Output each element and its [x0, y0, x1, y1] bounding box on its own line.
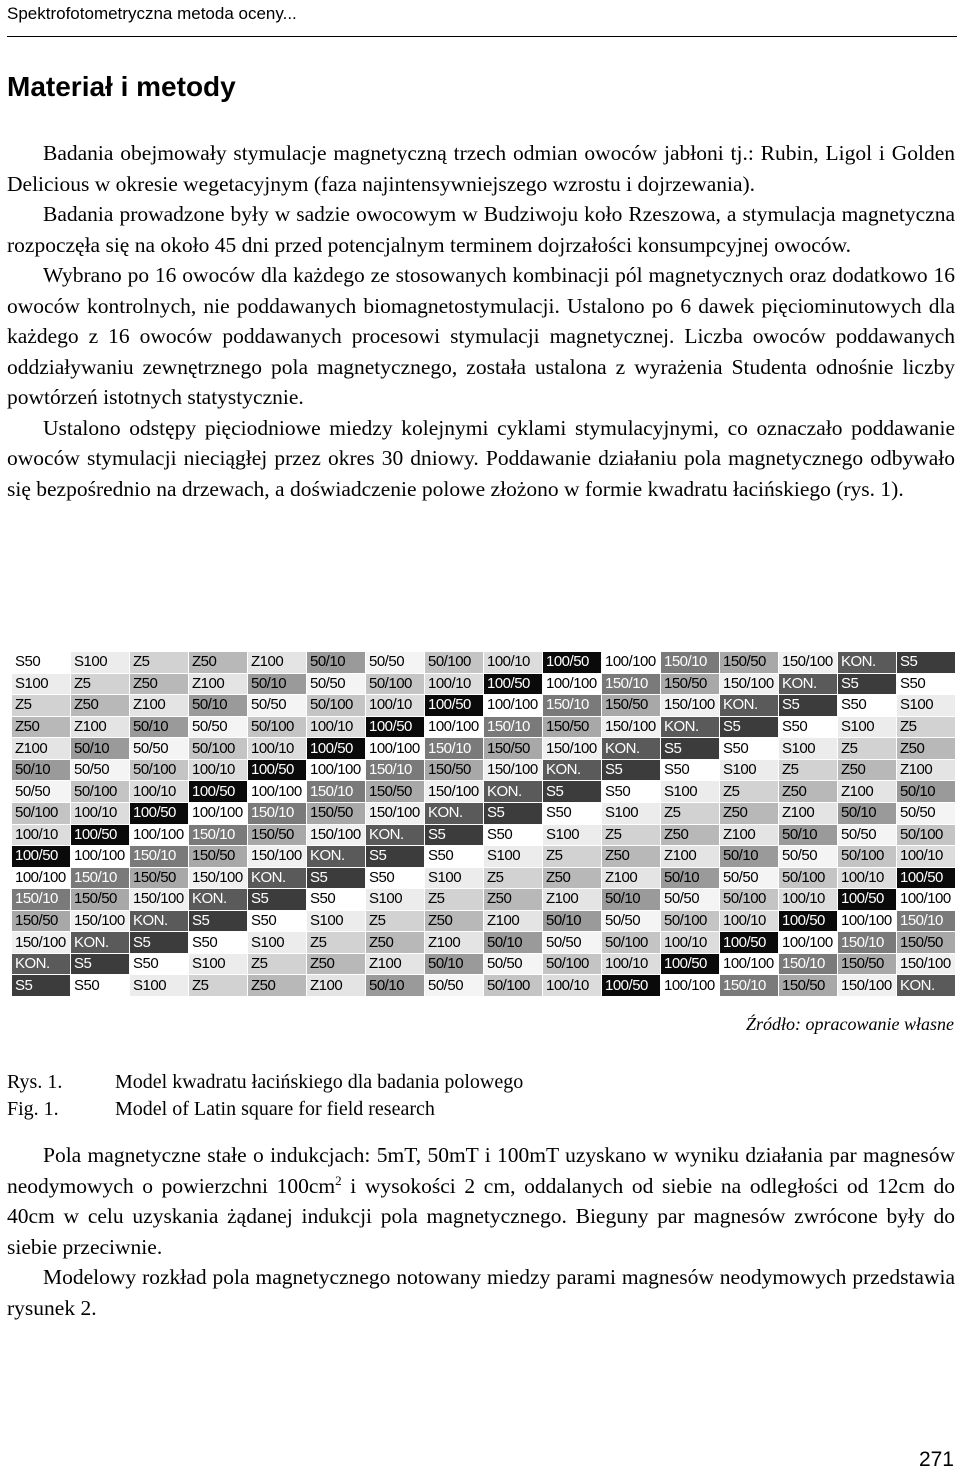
latin-square-cell: 150/50	[602, 695, 661, 717]
latin-square-cell: 100/10	[897, 846, 956, 868]
latin-square-cell: 100/10	[130, 781, 189, 803]
latin-square-cell: Z5	[71, 673, 130, 695]
latin-square-cell: 100/100	[661, 975, 720, 997]
latin-square-cell: 150/50	[248, 824, 307, 846]
latin-square-cell: 100/10	[838, 867, 897, 889]
latin-square-row	[12, 716, 956, 738]
latin-square-row	[12, 759, 956, 781]
latin-square-cell: 50/50	[543, 932, 602, 954]
latin-square-cell: Z5	[779, 759, 838, 781]
latin-square-cell: 150/10	[12, 889, 71, 911]
body-text-top	[7, 138, 955, 504]
paragraph: Ustalono odstępy pięciodniowe miedzy kolejnymi cyklami stymulacyjnymi, co oznaczało poddawanie owoców stymulacji nieciągłej przez okres 30 dniowy. Poddawanie działaniu pola magnetycznego odbywało się bezpośrednio na drzewach, a doświadczenie polowe złożono w formie kwadratu łacińskiego (rys. 1).	[7, 415, 955, 501]
latin-square-cell: S50	[543, 802, 602, 824]
latin-square-cell: Z50	[838, 759, 897, 781]
latin-square-cell: KON.	[307, 846, 366, 868]
latin-square-cell: 50/50	[897, 802, 956, 824]
latin-square-cell: 150/10	[307, 781, 366, 803]
latin-square-cell: 50/100	[838, 846, 897, 868]
latin-square-cell: Z50	[12, 716, 71, 738]
latin-square-cell: Z50	[661, 824, 720, 846]
latin-square-cell: 150/100	[720, 673, 779, 695]
latin-square-cell: S50	[484, 824, 543, 846]
latin-square-cell: S50	[248, 910, 307, 932]
page-number: 271	[918, 1448, 954, 1471]
latin-square-cell: 100/50	[602, 975, 661, 997]
latin-square-cell: Z100	[543, 889, 602, 911]
latin-square-cell: S50	[720, 738, 779, 760]
latin-square-cell: S5	[425, 824, 484, 846]
latin-square-cell: 50/10	[307, 652, 366, 674]
latin-square-cell: S5	[720, 716, 779, 738]
figure-caption-pl	[7, 1071, 523, 1094]
latin-square-cell: 50/50	[12, 781, 71, 803]
latin-square-row	[12, 975, 956, 997]
latin-square-row	[12, 910, 956, 932]
latin-square-cell: 150/10	[838, 932, 897, 954]
latin-square-cell: 100/50	[71, 824, 130, 846]
latin-square-cell: S5	[130, 932, 189, 954]
latin-square-cell: 50/100	[425, 652, 484, 674]
latin-square-row	[12, 889, 956, 911]
latin-square-cell: S50	[71, 975, 130, 997]
latin-square-cell: Z50	[366, 932, 425, 954]
text-run: Pola magnetyczne stałe o indukcjach: 5mT, 50mT i 100mT uzyskano w wyniku działania par magnesów neodymowych o powierzchni 100cm	[7, 1143, 955, 1198]
latin-square-cell: 150/50	[838, 953, 897, 975]
latin-square-cell: 50/100	[602, 932, 661, 954]
latin-square-cell: 50/10	[897, 781, 956, 803]
latin-square-cell: 100/10	[661, 932, 720, 954]
latin-square-cell: 100/50	[248, 759, 307, 781]
latin-square-cell: 150/50	[189, 846, 248, 868]
latin-square-cell: Z5	[12, 695, 71, 717]
latin-square-cell: 50/50	[425, 975, 484, 997]
latin-square-cell: Z100	[130, 695, 189, 717]
latin-square-cell: 150/100	[661, 695, 720, 717]
latin-square-cell: S50	[897, 673, 956, 695]
latin-square-cell: S100	[897, 695, 956, 717]
latin-square-cell: 50/10	[484, 932, 543, 954]
latin-square-cell: KON.	[602, 738, 661, 760]
latin-square-cell: S5	[661, 738, 720, 760]
latin-square-cell: 150/50	[661, 673, 720, 695]
latin-square-cell: 100/100	[897, 889, 956, 911]
latin-square-cell: 150/50	[307, 802, 366, 824]
latin-square-cell: 50/10	[366, 975, 425, 997]
latin-square-cell: 50/100	[779, 867, 838, 889]
latin-square-cell: S5	[602, 759, 661, 781]
latin-square-cell: KON.	[71, 932, 130, 954]
latin-square-cell: 50/10	[661, 867, 720, 889]
latin-square-cell: 100/50	[366, 716, 425, 738]
latin-square-cell: S100	[720, 759, 779, 781]
latin-square-cell: S50	[602, 781, 661, 803]
latin-square-cell: KON.	[661, 716, 720, 738]
latin-square-cell: S5	[366, 846, 425, 868]
latin-square-cell: 50/50	[484, 953, 543, 975]
latin-square-cell: 150/10	[71, 867, 130, 889]
latin-square-cell: S100	[130, 975, 189, 997]
latin-square-cell: 50/100	[661, 910, 720, 932]
latin-square-cell: 150/50	[484, 738, 543, 760]
caption-number: Rys. 1.	[7, 1071, 63, 1093]
latin-square-cell: 150/100	[779, 652, 838, 674]
latin-square-cell: KON.	[12, 953, 71, 975]
latin-square-cell: Z5	[366, 910, 425, 932]
latin-square-cell: 150/10	[366, 759, 425, 781]
latin-square-cell: 150/100	[248, 846, 307, 868]
latin-square-row	[12, 846, 956, 868]
latin-square-cell: 50/50	[602, 910, 661, 932]
latin-square-cell: 150/10	[602, 673, 661, 695]
latin-square-cell: Z50	[484, 889, 543, 911]
latin-square-cell: 150/50	[71, 889, 130, 911]
latin-square-cell: 150/10	[897, 910, 956, 932]
latin-square-cell: S5	[484, 802, 543, 824]
latin-square-cell: S100	[71, 652, 130, 674]
latin-square-cell: 100/10	[189, 759, 248, 781]
latin-square-cell: Z5	[189, 975, 248, 997]
latin-square-cell: KON.	[248, 867, 307, 889]
latin-square-cell: Z100	[720, 824, 779, 846]
paragraph: Wybrano po 16 owoców dla każdego ze stosowanych kombinacji pól magnetycznych oraz dodatkowo 16 owoców kontrolnych, nie poddawanych biomagnetostymulacji. Ustalono po 6 dawek pięciominutowych dla każdego z 16 owoców poddawanych procesowi stymulacji magnetycznej. Liczba owoców poddawanych oddziaływaniu zewnętrznego pola magnetycznego, została ustalona z wyrażenia Studenta odnośnie liczby powtórzeń istotnych statystycznie.	[7, 263, 955, 409]
latin-square-cell: 50/100	[130, 759, 189, 781]
latin-square-cell: Z100	[425, 932, 484, 954]
latin-square-cell: 50/50	[720, 867, 779, 889]
latin-square-cell: Z5	[602, 824, 661, 846]
latin-square-cell: S100	[366, 889, 425, 911]
latin-square-cell: 150/10	[425, 738, 484, 760]
latin-square-cell: 150/100	[130, 889, 189, 911]
latin-square-cell: Z50	[602, 846, 661, 868]
latin-square-cell: 100/100	[838, 910, 897, 932]
latin-square-cell: 100/100	[720, 953, 779, 975]
latin-square-cell: S100	[484, 846, 543, 868]
latin-square-cell: 150/10	[130, 846, 189, 868]
latin-square-cell: Z100	[307, 975, 366, 997]
latin-square-cell: 100/100	[484, 695, 543, 717]
latin-square-cell: 150/50	[130, 867, 189, 889]
latin-square-cell: 150/100	[897, 953, 956, 975]
latin-square-cell: 50/100	[12, 802, 71, 824]
latin-square-cell: Z50	[130, 673, 189, 695]
latin-square-cell: 100/100	[12, 867, 71, 889]
latin-square-cell: S100	[189, 953, 248, 975]
latin-square-cell: 150/50	[366, 781, 425, 803]
latin-square-cell: Z100	[779, 802, 838, 824]
latin-square-cell: 150/100	[838, 975, 897, 997]
latin-square-cell: 100/50	[12, 846, 71, 868]
latin-square-cell: 150/10	[248, 802, 307, 824]
latin-square-cell: 100/100	[602, 652, 661, 674]
latin-square-cell: Z5	[484, 867, 543, 889]
latin-square-cell: Z5	[838, 738, 897, 760]
latin-square-cell: Z50	[71, 695, 130, 717]
latin-square-cell: Z100	[189, 673, 248, 695]
latin-square-cell: S100	[307, 910, 366, 932]
latin-square-cell: KON.	[366, 824, 425, 846]
latin-square-cell: S5	[543, 781, 602, 803]
latin-square-row	[12, 867, 956, 889]
superscript: 2	[335, 1172, 342, 1188]
latin-square-cell: 50/50	[130, 738, 189, 760]
latin-square-cell: Z5	[130, 652, 189, 674]
latin-square-cell: 100/100	[71, 846, 130, 868]
latin-square-cell: Z50	[189, 652, 248, 674]
latin-square-cell: 100/10	[425, 673, 484, 695]
latin-square-cell: 100/100	[779, 932, 838, 954]
latin-square-cell: S100	[12, 673, 71, 695]
latin-square-cell: 50/100	[366, 673, 425, 695]
latin-square-cell: KON.	[897, 975, 956, 997]
latin-square-cell: S50	[130, 953, 189, 975]
latin-square-cell: 50/10	[12, 759, 71, 781]
latin-square-cell: 100/10	[484, 652, 543, 674]
latin-square-cell: Z100	[484, 910, 543, 932]
latin-square-cell: 100/100	[307, 759, 366, 781]
latin-square-cell: S50	[661, 759, 720, 781]
header-rule	[7, 36, 957, 37]
latin-square-cell: 50/50	[248, 695, 307, 717]
latin-square-cell: Z50	[307, 953, 366, 975]
latin-square-cell: KON.	[543, 759, 602, 781]
paragraph: Badania obejmowały stymulacje magnetyczną trzech odmian owoców jabłoni tj.: Rubin, Ligol i Golden Delicious w okresie wegetacyjnym (faza najintensywniejszego wzrostu i dojrzewania).	[7, 141, 955, 196]
latin-square-cell: Z50	[720, 802, 779, 824]
latin-square-cell: 150/10	[779, 953, 838, 975]
latin-square-cell: Z5	[661, 802, 720, 824]
latin-square-cell: Z50	[248, 975, 307, 997]
latin-square-row	[12, 802, 956, 824]
latin-square-cell: 100/100	[366, 738, 425, 760]
latin-square-cell: Z5	[307, 932, 366, 954]
latin-square-cell: 100/10	[543, 975, 602, 997]
latin-square-cell: 100/100	[130, 824, 189, 846]
latin-square-cell: 50/10	[248, 673, 307, 695]
latin-square-cell: S5	[12, 975, 71, 997]
latin-square-cell: 100/100	[425, 716, 484, 738]
latin-square-row	[12, 695, 956, 717]
latin-square-cell: S5	[71, 953, 130, 975]
latin-square-cell: 150/100	[307, 824, 366, 846]
latin-square-cell: 100/100	[189, 802, 248, 824]
latin-square-cell: 150/50	[543, 716, 602, 738]
latin-square-cell: S100	[425, 867, 484, 889]
latin-square-cell: Z5	[897, 716, 956, 738]
latin-square-cell: Z50	[779, 781, 838, 803]
latin-square-cell: S50	[366, 867, 425, 889]
latin-square-cell: S50	[307, 889, 366, 911]
latin-square-cell: 100/10	[366, 695, 425, 717]
latin-square-row	[12, 932, 956, 954]
latin-square-table	[11, 651, 956, 997]
latin-square-cell: Z100	[366, 953, 425, 975]
latin-square-row	[12, 781, 956, 803]
latin-square-cell: 100/50	[779, 910, 838, 932]
latin-square-cell: 100/50	[661, 953, 720, 975]
latin-square-cell: 150/100	[189, 867, 248, 889]
latin-square-cell: 50/10	[779, 824, 838, 846]
latin-square-cell: Z50	[897, 738, 956, 760]
latin-square-cell: 50/50	[661, 889, 720, 911]
latin-square-cell: S5	[248, 889, 307, 911]
latin-square-cell: 150/10	[720, 975, 779, 997]
latin-square-cell: 50/100	[248, 716, 307, 738]
latin-square-cell: Z100	[838, 781, 897, 803]
latin-square-cell: Z5	[425, 889, 484, 911]
latin-square-cell: 150/100	[366, 802, 425, 824]
latin-square-cell: 150/50	[897, 932, 956, 954]
latin-square-row	[12, 673, 956, 695]
latin-square-cell: 50/50	[366, 652, 425, 674]
latin-square-cell: S50	[189, 932, 248, 954]
latin-square-cell: 100/10	[779, 889, 838, 911]
latin-square-cell: 150/100	[12, 932, 71, 954]
latin-square-cell: KON.	[484, 781, 543, 803]
latin-square-cell: 100/50	[484, 673, 543, 695]
latin-square-cell: Z50	[543, 867, 602, 889]
latin-square-cell: Z50	[425, 910, 484, 932]
latin-square-cell: 150/100	[425, 781, 484, 803]
latin-square-cell: 50/10	[71, 738, 130, 760]
latin-square-row	[12, 953, 956, 975]
latin-square-cell: S50	[838, 695, 897, 717]
latin-square-cell: Z100	[248, 652, 307, 674]
latin-square-cell: S50	[425, 846, 484, 868]
latin-square-cell: KON.	[720, 695, 779, 717]
latin-square-cell: KON.	[425, 802, 484, 824]
paragraph: Modelowy rozkład pola magnetycznego notowany miedzy parami magnesów neodymowych przedstawia rysunek 2.	[7, 1265, 955, 1320]
latin-square-cell: 150/50	[425, 759, 484, 781]
latin-square-cell: 150/100	[71, 910, 130, 932]
latin-square-cell: 150/50	[12, 910, 71, 932]
latin-square-cell: 50/100	[307, 695, 366, 717]
latin-square-cell: S5	[189, 910, 248, 932]
latin-square-cell: S100	[779, 738, 838, 760]
latin-square-cell: 100/10	[12, 824, 71, 846]
latin-square-cell: 50/100	[543, 953, 602, 975]
latin-square-cell: 50/100	[189, 738, 248, 760]
latin-square-cell: Z100	[12, 738, 71, 760]
latin-square-cell: 50/50	[189, 716, 248, 738]
latin-square-cell: 50/10	[130, 716, 189, 738]
latin-square-cell: 50/50	[838, 824, 897, 846]
latin-square-cell: KON.	[130, 910, 189, 932]
latin-square-cell: 50/50	[779, 846, 838, 868]
latin-square-cell: 50/10	[720, 846, 779, 868]
latin-square-cell: 100/50	[307, 738, 366, 760]
latin-square-cell: 50/100	[71, 781, 130, 803]
latin-square-figure	[11, 651, 956, 997]
latin-square-cell: 150/10	[543, 695, 602, 717]
latin-square-cell: S100	[543, 824, 602, 846]
latin-square-cell: Z5	[248, 953, 307, 975]
latin-square-cell: 100/100	[248, 781, 307, 803]
latin-square-cell: 50/10	[838, 802, 897, 824]
latin-square-cell: 50/10	[189, 695, 248, 717]
latin-square-cell: 150/100	[484, 759, 543, 781]
latin-square-cell: 50/10	[543, 910, 602, 932]
latin-square-cell: Z5	[543, 846, 602, 868]
latin-square-cell: 100/10	[602, 953, 661, 975]
latin-square-cell: S5	[307, 867, 366, 889]
latin-square-cell: S5	[897, 652, 956, 674]
text-run: i wysokości 2 cm, oddalanych od siebie na odległości od 12cm do 40cm w celu uzyskania żądanej indukcji pola magnetycznego. Bieguny par magnesów zwrócone były do siebie przeciwnie.	[7, 1173, 955, 1259]
latin-square-cell: S5	[779, 695, 838, 717]
latin-square-cell: 50/50	[71, 759, 130, 781]
latin-square-cell: S100	[838, 716, 897, 738]
latin-square-cell: 100/50	[425, 695, 484, 717]
latin-square-cell: 100/10	[307, 716, 366, 738]
latin-square-cell: 150/50	[779, 975, 838, 997]
latin-square-cell: S50	[12, 652, 71, 674]
running-header: Spektrofotometryczna metoda oceny...	[7, 4, 297, 23]
latin-square-cell: Z5	[720, 781, 779, 803]
latin-square-cell: 100/10	[71, 802, 130, 824]
latin-square-cell: KON.	[189, 889, 248, 911]
paragraph	[7, 1140, 955, 1262]
caption-number: Fig. 1.	[7, 1098, 59, 1120]
latin-square-cell: 100/10	[248, 738, 307, 760]
latin-square-cell: 50/100	[484, 975, 543, 997]
latin-square-cell: 100/50	[189, 781, 248, 803]
latin-square-cell: 150/10	[189, 824, 248, 846]
latin-square-cell: Z100	[661, 846, 720, 868]
figure-caption-en	[7, 1098, 435, 1121]
latin-square-cell: KON.	[838, 652, 897, 674]
latin-square-cell: 100/50	[838, 889, 897, 911]
latin-square-row	[12, 652, 956, 674]
latin-square-cell: 100/50	[543, 652, 602, 674]
latin-square-cell: Z100	[897, 759, 956, 781]
latin-square-cell: 50/10	[602, 889, 661, 911]
latin-square-row	[12, 738, 956, 760]
latin-square-cell: Z100	[71, 716, 130, 738]
latin-square-row	[12, 824, 956, 846]
latin-square-cell: 100/50	[130, 802, 189, 824]
latin-square-cell: 100/50	[897, 867, 956, 889]
caption-text: Model kwadratu łacińskiego dla badania polowego	[115, 1071, 524, 1093]
paragraph: Badania prowadzone były w sadzie owocowym w Budziwoju koło Rzeszowa, a stymulacja magnetyczna rozpoczęła się na około 45 dni przed potencjalnym terminem dojrzałości konsumpcyjnej owoców.	[7, 202, 955, 257]
latin-square-cell: S100	[248, 932, 307, 954]
section-title: Materiał i metody	[7, 71, 236, 102]
latin-square-cell: 150/10	[484, 716, 543, 738]
latin-square-cell: Z100	[602, 867, 661, 889]
latin-square-cell: 50/10	[425, 953, 484, 975]
latin-square-cell: 50/100	[720, 889, 779, 911]
latin-square-cell: 100/100	[543, 673, 602, 695]
caption-text: Model of Latin square for field research	[115, 1098, 435, 1120]
latin-square-cell: 100/50	[720, 932, 779, 954]
latin-square-cell: 50/100	[897, 824, 956, 846]
latin-square-cell: 50/50	[307, 673, 366, 695]
latin-square-cell: 150/50	[720, 652, 779, 674]
body-text-bottom	[7, 1140, 955, 1323]
figure-source: Źródło: opracowanie własne	[745, 1014, 954, 1034]
latin-square-cell: 150/100	[543, 738, 602, 760]
latin-square-cell: S100	[661, 781, 720, 803]
latin-square-cell: 100/10	[720, 910, 779, 932]
latin-square-cell: S5	[838, 673, 897, 695]
latin-square-cell: S100	[602, 802, 661, 824]
latin-square-cell: KON.	[779, 673, 838, 695]
latin-square-cell: S50	[779, 716, 838, 738]
latin-square-cell: 150/100	[602, 716, 661, 738]
latin-square-cell: 150/10	[661, 652, 720, 674]
